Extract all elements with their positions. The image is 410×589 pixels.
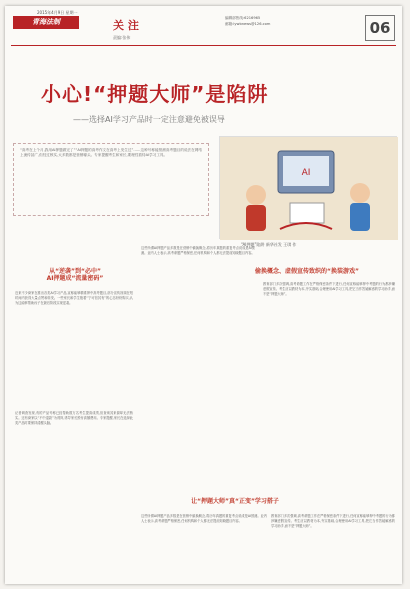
abstract-box [13, 143, 209, 216]
column-1-text-a: 近来不少商家在推出各类AI学习产品,宣称能够精准押中高考题目,部分宣传视频在短时间内获得大量点赞和转发。一些家长和学生抱着“宁可信其有”的心态纷纷购买,认为这能够帮助孩子在最后阶段实现逆袭。 [15, 291, 133, 306]
masthead [5, 6, 402, 49]
newspaper-page [5, 6, 402, 584]
illustration-caption: “AI押题”陷阱 新华社发 王琪 作 [241, 242, 297, 247]
abstract-text: “高考在上个月,我用AI押题做完了”“AI押题的高考作文在高考上发生过”……这种号称能预测高考题目的说法在网络上流传甚广,但经过核实,大多数都是营销噱头。专家提醒考生和家长,要理性看待AI学习工具。 [20, 148, 202, 158]
column-2-text: 这些所谓AI押题产品多数是在营销中偷换概念,将历年真题的重复考点说成是AI预测。业内人士表示,高考命题严格保密,任何机构和个人都无法提前知晓题目内容。 [141, 246, 255, 256]
column-4-text: 这些所谓AI押题产品多数是在营销中偷换概念,将历年真题的重复考点说成是AI预测。业内人士表示,高考命题严格保密,任何机构和个人都无法提前知晓题目内容。 [141, 514, 267, 524]
email: 邮箱:lywbnews@126.com [225, 22, 271, 26]
column-5-text: 教育部门多次强调,高考命题工作在严格保密条件下进行,任何宣称能够押中考题的行为都涉嫌虚假宣传。考生应以教材为本,夯实基础,合理使用AI学习工具,把它当作答疑解惑的学习助手,而不是“押题大师”。 [271, 514, 395, 529]
headline: 小心!“押题大师”是陷阱 [41, 82, 269, 106]
section-1-heading: 从“逆袭”到“必中” AI押题成“流量密码” [46, 268, 104, 282]
svg-text:AI: AI [301, 168, 311, 178]
newspaper-logo: 青海法制 [13, 16, 79, 29]
column-1-text-b: 记者调查发现,有的产品号称已经帮助数万名考生提高成绩,但查询其来源却无法核实。还有商家以“不中退款”为诱饵,诱导家长预付高额费用。专家提醒,家长在选择此类产品时要保持清醒头脑。 [15, 411, 133, 426]
page-number: 06 [365, 15, 395, 41]
section-editor: 责编:张伟 [113, 35, 131, 40]
section-2-heading: 偷换概念、虚假宣传致织的“换装游戏” [255, 268, 359, 275]
illustration [219, 136, 397, 239]
section-title: 关 注 [113, 19, 139, 32]
issue-date: 2015年4月9日 星期一 [37, 10, 78, 15]
section-3-heading: 让“押题大师”真“正变”学习搭子 [191, 498, 279, 505]
masthead-divider [11, 45, 396, 46]
subheadline: ——选择AI学习产品时一定注意避免被误导 [73, 115, 225, 124]
column-3-text: 教育部门多次强调,高考命题工作在严格保密条件下进行,任何宣称能够押中考题的行为都涉嫌虚假宣传。考生应以教材为本,夯实基础,合理使用AI学习工具,把它当作答疑解惑的学习助手,而不是“押题大师”。 [263, 282, 395, 297]
hotline: 编辑部热线:6216965 [225, 16, 261, 20]
contact-info [225, 15, 270, 27]
